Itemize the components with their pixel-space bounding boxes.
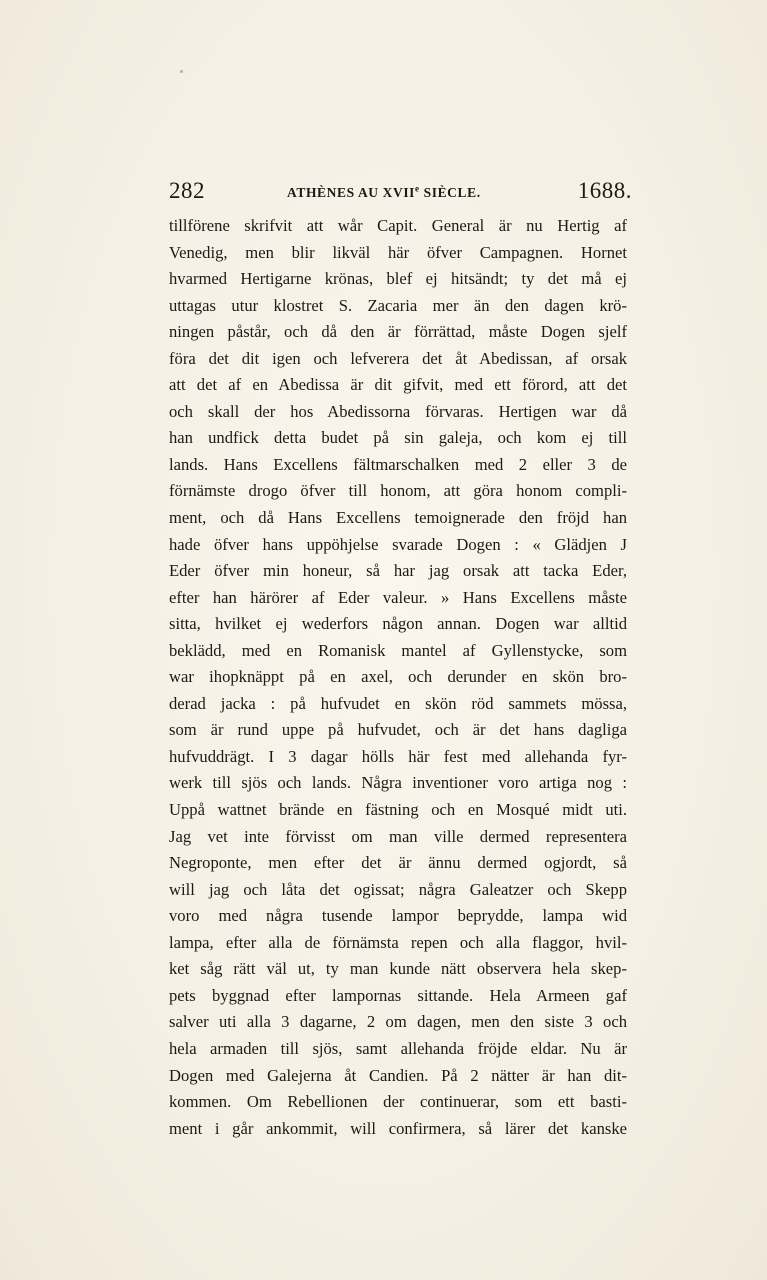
running-head bbox=[169, 178, 632, 212]
text-line: ment i går ankommit, will confirmera, så lärer det kanske bbox=[169, 1118, 627, 1138]
text-line: förnämste drogo öfver till honom, att göra honom compli- bbox=[169, 481, 627, 501]
text-line: som är rund uppe på hufvudet, och är det hans dagliga bbox=[169, 720, 627, 740]
text-line: ningen påstår, och då den är förrättad, måste Dogen sjelf bbox=[169, 322, 627, 342]
running-title-end: SIÈCLE. bbox=[419, 185, 481, 200]
text-line: uttagas utur klostret S. Zacaria mer än den dagen krö- bbox=[169, 295, 627, 315]
text-line: Dogen med Galejerna åt Candien. På 2 nätter är han dit- bbox=[169, 1065, 627, 1085]
text-line: tillförene skrifvit att wår Capit. General är nu Hertig af bbox=[169, 216, 627, 235]
text-line: Eder öfver min honeur, så har jag orsak att tacka Eder, bbox=[169, 561, 627, 581]
text-line: lands. Hans Excellens fältmarschalken med 2 eller 3 de bbox=[169, 454, 627, 474]
body-text bbox=[169, 213, 627, 1142]
text-line: föra det dit igen och lefverera det åt Abedissan, af orsak bbox=[169, 348, 627, 368]
text-line: och skall der hos Abedissorna förvaras. Hertigen war då bbox=[169, 401, 627, 421]
text-line: war ihopknäppt på en axel, och derunder en skön bro- bbox=[169, 667, 627, 687]
text-line: derad jacka : på hufvudet en skön röd sammets mössa, bbox=[169, 693, 627, 713]
text-line: Uppå wattnet brände en fästning och en Mosqué midt uti. bbox=[169, 800, 627, 820]
text-line: werk till sjös och lands. Några inventioner voro artiga nog : bbox=[169, 773, 627, 793]
text-line: will jag och låta det ogissat; några Galeatzer och Skepp bbox=[169, 879, 627, 899]
text-line: ket såg rätt väl ut, ty man kunde nätt observera hela skep- bbox=[169, 959, 627, 979]
text-line: pets byggnad efter lampornas sittande. Hela Armeen gaf bbox=[169, 985, 627, 1005]
text-line: han undfick detta budet på sin galeja, och kom ej till bbox=[169, 428, 627, 448]
text-line: sitta, hvilket ej wederfors någon annan. Dogen war alltid bbox=[169, 614, 627, 634]
text-line: Jag vet inte förvisst om man ville dermed representera bbox=[169, 826, 627, 846]
year-heading: 1688. bbox=[577, 178, 632, 203]
text-line: hade öfver hans uppöhjelse svarade Dogen : « Glädjen J bbox=[169, 534, 627, 554]
paper-speck bbox=[180, 70, 183, 73]
running-title-main: ATHÈNES AU XVII bbox=[287, 185, 416, 200]
text-line: beklädd, med en Romanisk mantel af Gyllenstycke, som bbox=[169, 640, 627, 660]
text-line: hufvuddrägt. I 3 dagar hölls här fest med allehanda fyr- bbox=[169, 746, 627, 766]
text-line: ment, och då Hans Excellens temoignerade den fröjd han bbox=[169, 508, 627, 528]
text-line: kommen. Om Rebellionen der continuerar, som ett basti- bbox=[169, 1092, 627, 1112]
text-line: att det af en Abedissa är dit gifvit, med ett förord, att det bbox=[169, 375, 627, 395]
text-line: efter han härörer af Eder valeur. » Hans Excellens måste bbox=[169, 587, 627, 607]
text-line: voro med några tusende lampor beprydde, lampa wid bbox=[169, 906, 627, 926]
running-title-superscript: e bbox=[415, 183, 420, 194]
text-line: salver uti alla 3 dagarne, 2 om dagen, men den siste 3 och bbox=[169, 1012, 627, 1032]
text-line: hela armaden till sjös, samt allehanda fröjde eldar. Nu är bbox=[169, 1038, 627, 1058]
text-line: Negroponte, men efter det är ännu dermed ogjordt, så bbox=[169, 853, 627, 873]
text-line: Venedig, men blir likväl här öfver Campagnen. Hornet bbox=[169, 242, 627, 262]
page-number: 282 bbox=[169, 178, 205, 203]
text-line: hvarmed Hertigarne krönas, blef ej hitsändt; ty det må ej bbox=[169, 269, 627, 289]
text-line: lampa, efter alla de förnämsta repen och alla flaggor, hvil- bbox=[169, 932, 627, 952]
running-title bbox=[287, 185, 481, 201]
